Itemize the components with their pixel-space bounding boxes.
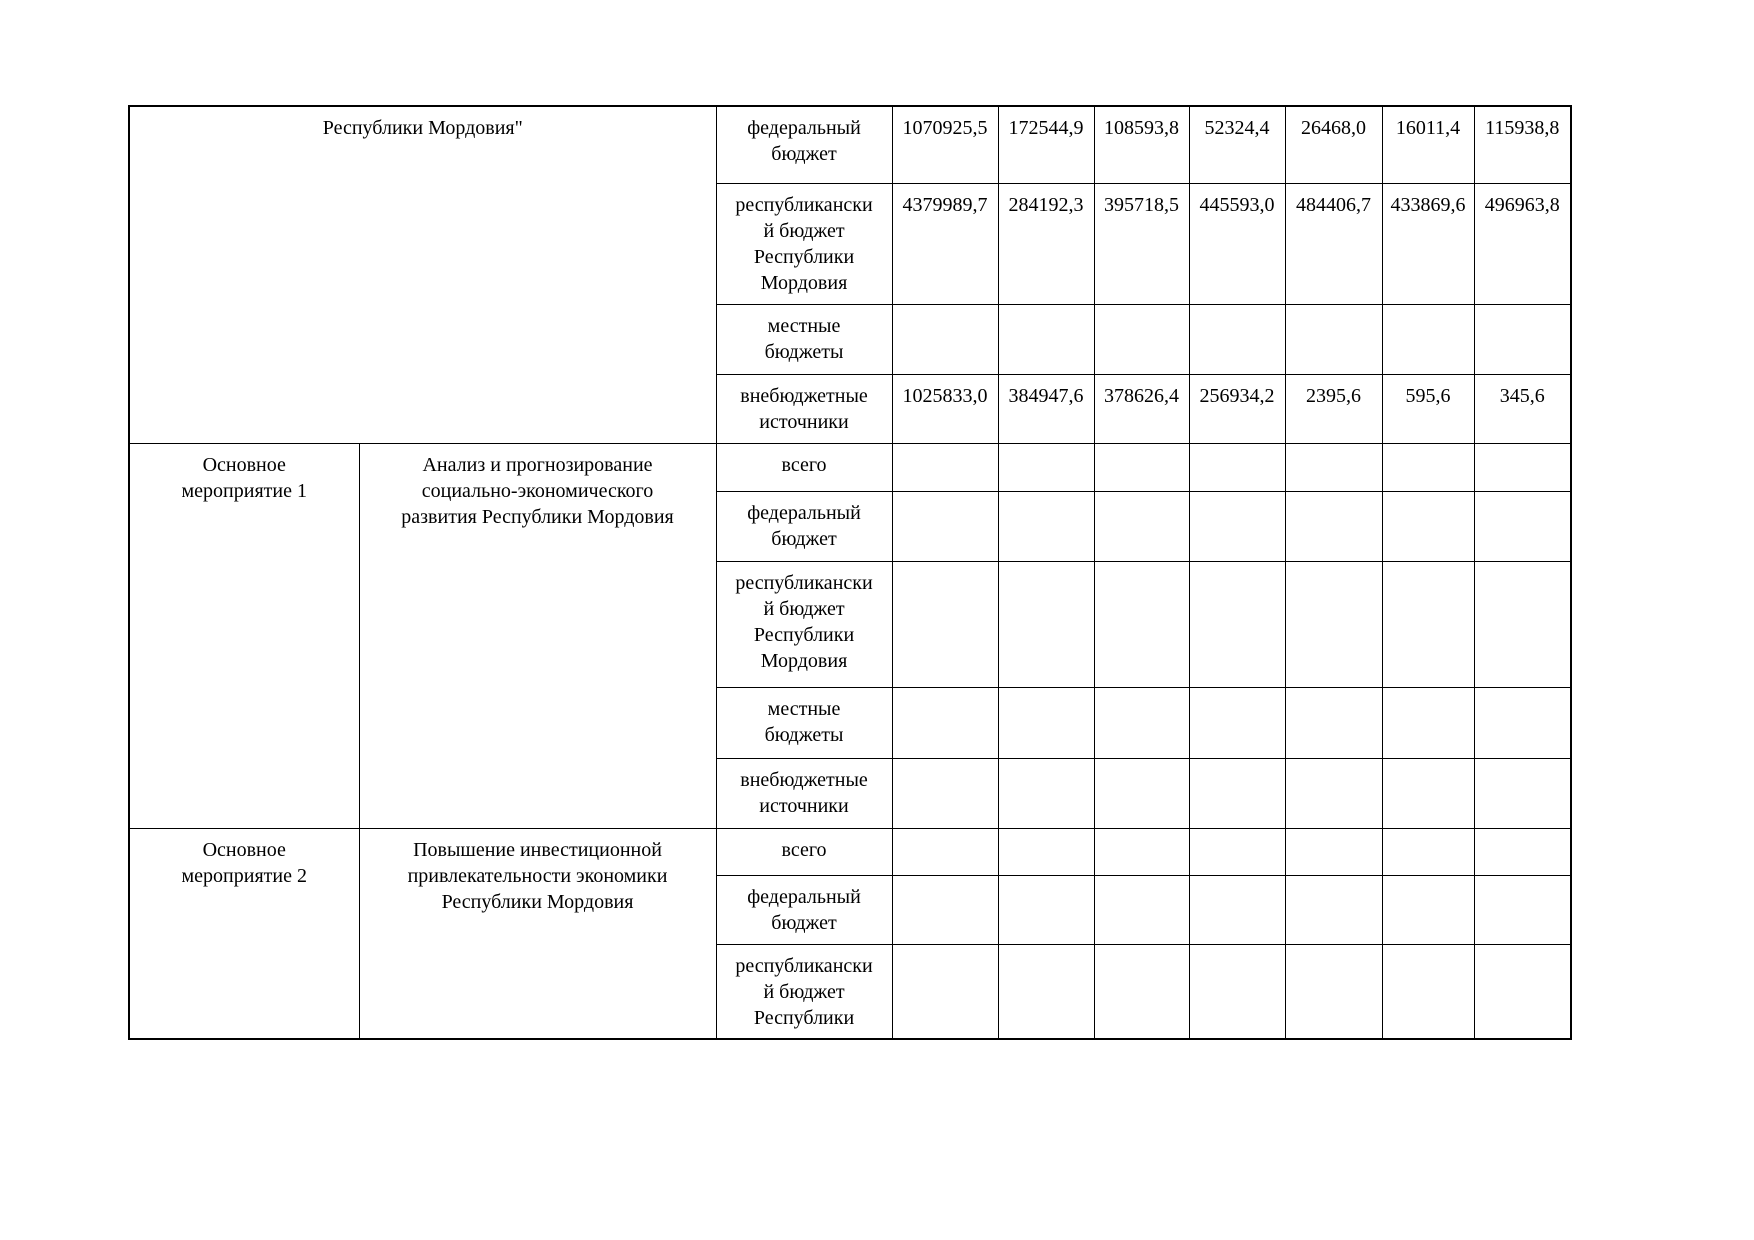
value-cell: 172544,9 bbox=[998, 106, 1094, 183]
value-cell bbox=[1474, 304, 1571, 374]
value-cell bbox=[1189, 828, 1285, 875]
value-cell bbox=[1474, 491, 1571, 561]
value-cell bbox=[1474, 758, 1571, 828]
value-cell: 52324,4 bbox=[1189, 106, 1285, 183]
value-cell: 108593,8 bbox=[1094, 106, 1189, 183]
measure-description-cell: Анализ и прогнозирование социально-экономического развития Республики Мордовия bbox=[359, 443, 716, 828]
value-cell bbox=[892, 944, 998, 1040]
value-cell bbox=[1285, 944, 1382, 1040]
value-cell: 345,6 bbox=[1474, 374, 1571, 443]
value-cell bbox=[1094, 561, 1189, 687]
value-cell bbox=[1382, 491, 1474, 561]
measure-description-cell: Повышение инвестиционной привлекательности экономики Республики Мордовия bbox=[359, 828, 716, 1040]
value-cell: 445593,0 bbox=[1189, 183, 1285, 304]
value-cell bbox=[1474, 944, 1571, 1040]
budget-type-cell: федеральный бюджет bbox=[716, 491, 892, 561]
value-cell bbox=[892, 687, 998, 758]
value-cell bbox=[998, 944, 1094, 1040]
budget-type-cell: всего bbox=[716, 443, 892, 491]
value-cell bbox=[892, 304, 998, 374]
value-cell bbox=[1285, 561, 1382, 687]
budget-type-cell: республикански й бюджет Республики bbox=[716, 944, 892, 1040]
value-cell bbox=[998, 875, 1094, 944]
value-cell bbox=[1382, 561, 1474, 687]
value-cell: 595,6 bbox=[1382, 374, 1474, 443]
value-cell bbox=[1189, 687, 1285, 758]
value-cell bbox=[998, 828, 1094, 875]
value-cell: 433869,6 bbox=[1382, 183, 1474, 304]
program-title-cell: Республики Мордовия" bbox=[129, 106, 716, 443]
value-cell bbox=[1189, 758, 1285, 828]
budget-type-cell: федеральный бюджет bbox=[716, 875, 892, 944]
value-cell: 115938,8 bbox=[1474, 106, 1571, 183]
value-cell bbox=[1189, 561, 1285, 687]
value-cell bbox=[1189, 491, 1285, 561]
value-cell bbox=[1474, 875, 1571, 944]
value-cell bbox=[1094, 443, 1189, 491]
budget-type-cell: республикански й бюджет Республики Мордовия bbox=[716, 561, 892, 687]
value-cell bbox=[1094, 758, 1189, 828]
value-cell bbox=[1382, 687, 1474, 758]
value-cell bbox=[892, 561, 998, 687]
value-cell bbox=[1285, 491, 1382, 561]
budget-type-cell: республикански й бюджет Республики Мордовия bbox=[716, 183, 892, 304]
value-cell bbox=[998, 758, 1094, 828]
budget-type-cell: федеральный бюджет bbox=[716, 106, 892, 183]
value-cell: 2395,6 bbox=[1285, 374, 1382, 443]
value-cell bbox=[1474, 561, 1571, 687]
value-cell: 256934,2 bbox=[1189, 374, 1285, 443]
value-cell bbox=[1474, 687, 1571, 758]
value-cell bbox=[1382, 304, 1474, 374]
value-cell bbox=[892, 828, 998, 875]
value-cell bbox=[1189, 304, 1285, 374]
budget-type-cell: всего bbox=[716, 828, 892, 875]
value-cell bbox=[1382, 875, 1474, 944]
budget-type-cell: внебюджетные источники bbox=[716, 374, 892, 443]
value-cell bbox=[1094, 687, 1189, 758]
measure-name-cell: Основное мероприятие 2 bbox=[129, 828, 359, 1040]
value-cell: 16011,4 bbox=[1382, 106, 1474, 183]
table-row bbox=[129, 828, 1571, 875]
budget-type-cell: внебюджетные источники bbox=[716, 758, 892, 828]
value-cell bbox=[892, 758, 998, 828]
value-cell bbox=[1285, 687, 1382, 758]
value-cell bbox=[892, 443, 998, 491]
value-cell bbox=[998, 443, 1094, 491]
value-cell bbox=[1382, 443, 1474, 491]
table-row bbox=[129, 106, 1571, 183]
value-cell bbox=[1094, 944, 1189, 1040]
value-cell bbox=[1285, 758, 1382, 828]
value-cell: 1070925,5 bbox=[892, 106, 998, 183]
value-cell: 395718,5 bbox=[1094, 183, 1189, 304]
value-cell bbox=[1382, 944, 1474, 1040]
value-cell: 378626,4 bbox=[1094, 374, 1189, 443]
value-cell bbox=[892, 875, 998, 944]
value-cell bbox=[1474, 443, 1571, 491]
value-cell bbox=[1189, 443, 1285, 491]
value-cell bbox=[1285, 828, 1382, 875]
value-cell bbox=[1094, 491, 1189, 561]
value-cell: 484406,7 bbox=[1285, 183, 1382, 304]
value-cell bbox=[892, 491, 998, 561]
value-cell bbox=[1189, 875, 1285, 944]
value-cell bbox=[1094, 875, 1189, 944]
table-row bbox=[129, 443, 1571, 491]
value-cell bbox=[998, 561, 1094, 687]
value-cell bbox=[1094, 828, 1189, 875]
value-cell bbox=[1285, 443, 1382, 491]
budget-type-cell: местные бюджеты bbox=[716, 304, 892, 374]
table-clip-region bbox=[128, 105, 1572, 1040]
value-cell: 26468,0 bbox=[1285, 106, 1382, 183]
value-cell: 4379989,7 bbox=[892, 183, 998, 304]
value-cell bbox=[1382, 758, 1474, 828]
value-cell bbox=[1474, 828, 1571, 875]
value-cell bbox=[1285, 304, 1382, 374]
value-cell: 284192,3 bbox=[998, 183, 1094, 304]
value-cell bbox=[1189, 944, 1285, 1040]
value-cell bbox=[998, 304, 1094, 374]
value-cell: 1025833,0 bbox=[892, 374, 998, 443]
budget-type-cell: местные бюджеты bbox=[716, 687, 892, 758]
value-cell bbox=[1382, 828, 1474, 875]
value-cell: 384947,6 bbox=[998, 374, 1094, 443]
value-cell bbox=[998, 687, 1094, 758]
budget-table bbox=[128, 105, 1572, 1040]
value-cell bbox=[1285, 875, 1382, 944]
value-cell bbox=[1094, 304, 1189, 374]
measure-name-cell: Основное мероприятие 1 bbox=[129, 443, 359, 828]
value-cell: 496963,8 bbox=[1474, 183, 1571, 304]
value-cell bbox=[998, 491, 1094, 561]
